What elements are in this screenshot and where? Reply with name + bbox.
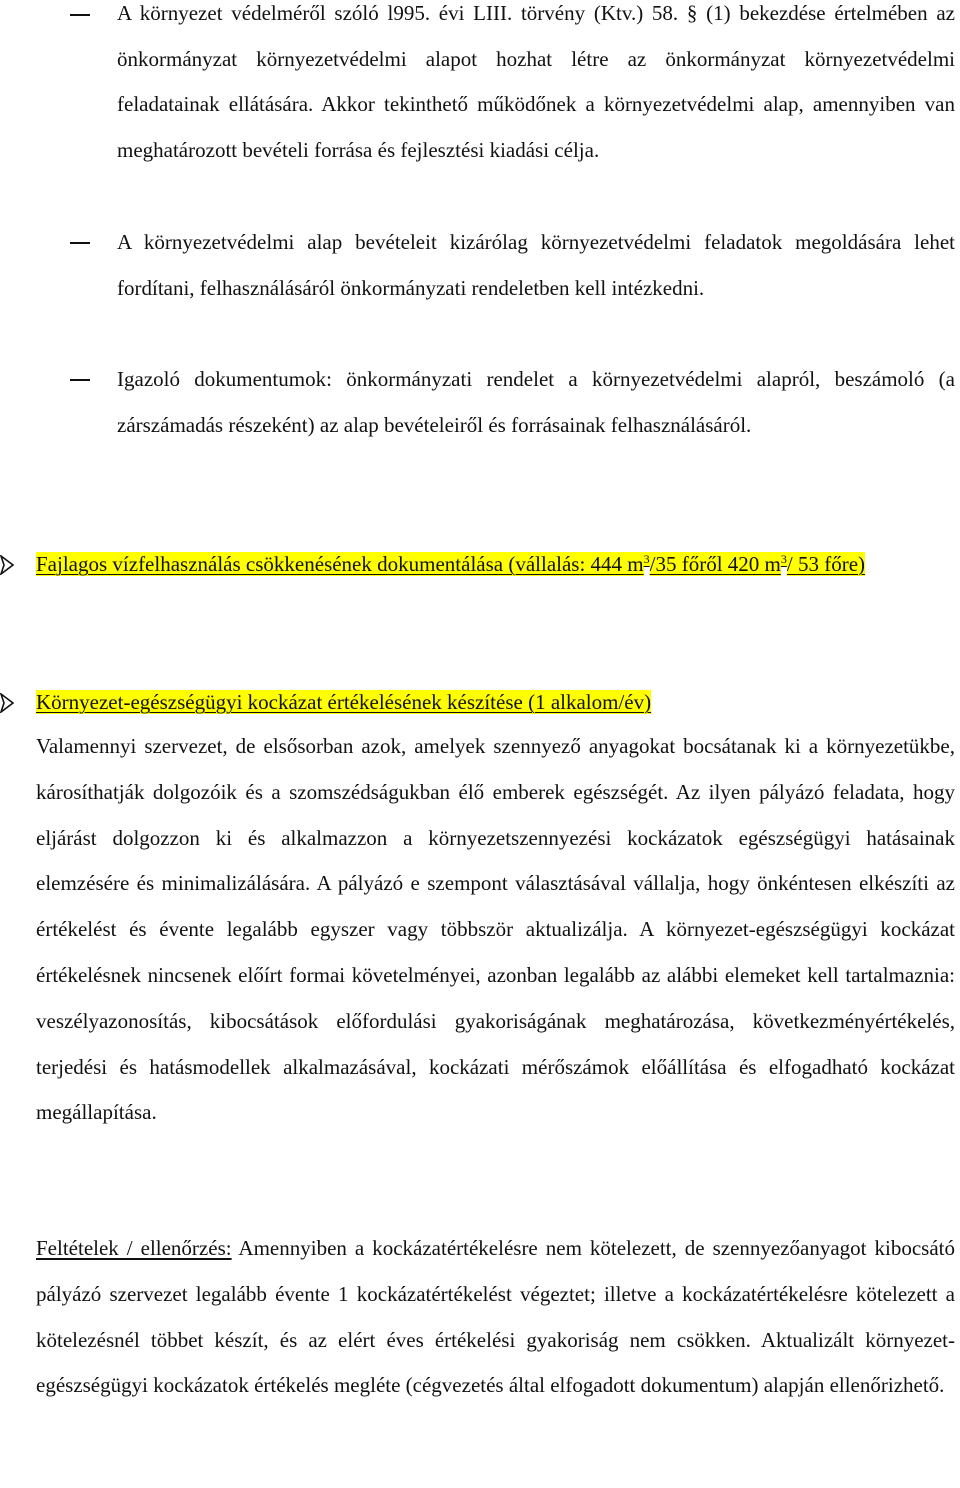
dash-item-text: A környezetvédelmi alap bevételeit kizárólag környezetvédelmi feladatok megoldására lehet fordítani, felhasználásáról önkormányzati rendeletben kell intézkedni. bbox=[117, 230, 955, 300]
dash-item-text: A környezet védelméről szóló l995. évi LIII. törvény (Ktv.) 58. § (1) bekezdése értelmében az önkormányzat környezetvédelmi alapot hozhat létre az önkormányzat környezetvédelmi feladatainak ellátására. Akkor tekinthető működőnek a környezetvédelmi alap, amennyiben van meghatározott bevételi forrása és fejlesztési kiadási célja. bbox=[117, 1, 955, 162]
arrow-bullet-icon bbox=[0, 555, 14, 575]
conditions-label: Feltételek / ellenőrzés: bbox=[36, 1236, 232, 1260]
heading-water-part2: /35 főről 420 m bbox=[649, 552, 781, 576]
conditions-paragraph bbox=[36, 1226, 955, 1409]
dash-item-ktv bbox=[117, 0, 955, 173]
conditions-text: Amennyiben a kockázatértékelésre nem kötelezett, de szennyezőanyagot kibocsátó pályázó szervezet legalább évente 1 kockázatértékelést végeztet; illetve a kockázatértékelésre kötelezett a kötelezésnél többet készít, és az elért éves értékelési gyakoriság nem csökken. Aktualizált környezet-egészségügyi kockázatok értékelés megléte (cégvezetés által elfogadott dokumentum) alapján ellenőrizhető. bbox=[36, 1236, 955, 1398]
dash-item-alap-bevetelek bbox=[117, 220, 955, 311]
risk-paragraph bbox=[36, 724, 955, 1136]
dash-bullet-icon bbox=[70, 379, 90, 381]
dash-item-igazolo bbox=[117, 357, 955, 448]
heading-water-sup2: 3 bbox=[780, 552, 787, 566]
heading-water-part1: Fajlagos vízfelhasználás csökkenésének dokumentálása (vállalás: 444 m bbox=[36, 552, 644, 576]
risk-paragraph-text: Valamennyi szervezet, de elsősorban azok, amelyek szennyező anyagokat bocsátanak ki a környezetükbe, károsíthatják dolgozóik és a szomszédságukban élő emberek egészségét. Az ilyen pályázó feladata, hogy eljárást dolgozzon ki és alkalmazzon a környezetszennyezési kockázatok egészségügyi hatásainak elemzésére és minimalizálására. A pályázó e szempont választásával vállalja, hogy önkéntesen elkészíti az értékelést és évente legalább egyszer vagy többször aktualizálja. A környezet-egészségügyi kockázat értékelésnek nincsenek előírt formai követelményei, azonban legalább az alábbi elemeket kell tartalmaznia: veszélyazonosítás, kibocsátások előfordulási gyakoriságának meghatározása, következményértékelés, terjedési és hatásmodellek alkalmazásával, kockázati mérőszámok előállítása és elfogadható kockázat megállapítása. bbox=[36, 734, 955, 1125]
dash-item-text: Igazoló dokumentumok: önkormányzati rendelet a környezetvédelmi alapról, beszámoló (a zárszámadás részeként) az alap bevételeiről és forrásainak felhasználásáról. bbox=[117, 367, 955, 437]
heading-risk-assessment bbox=[36, 680, 956, 724]
dash-bullet-icon bbox=[70, 14, 90, 16]
dash-bullet-icon bbox=[70, 242, 90, 244]
heading-water-part3: / 53 főre) bbox=[786, 552, 866, 576]
heading-water-sup1: 3 bbox=[643, 552, 650, 566]
heading-risk-text: Környezet-egészségügyi kockázat értékelésének készítése (1 alkalom/év) bbox=[36, 690, 652, 714]
arrow-bullet-icon bbox=[0, 693, 14, 713]
heading-water-usage bbox=[36, 542, 956, 586]
